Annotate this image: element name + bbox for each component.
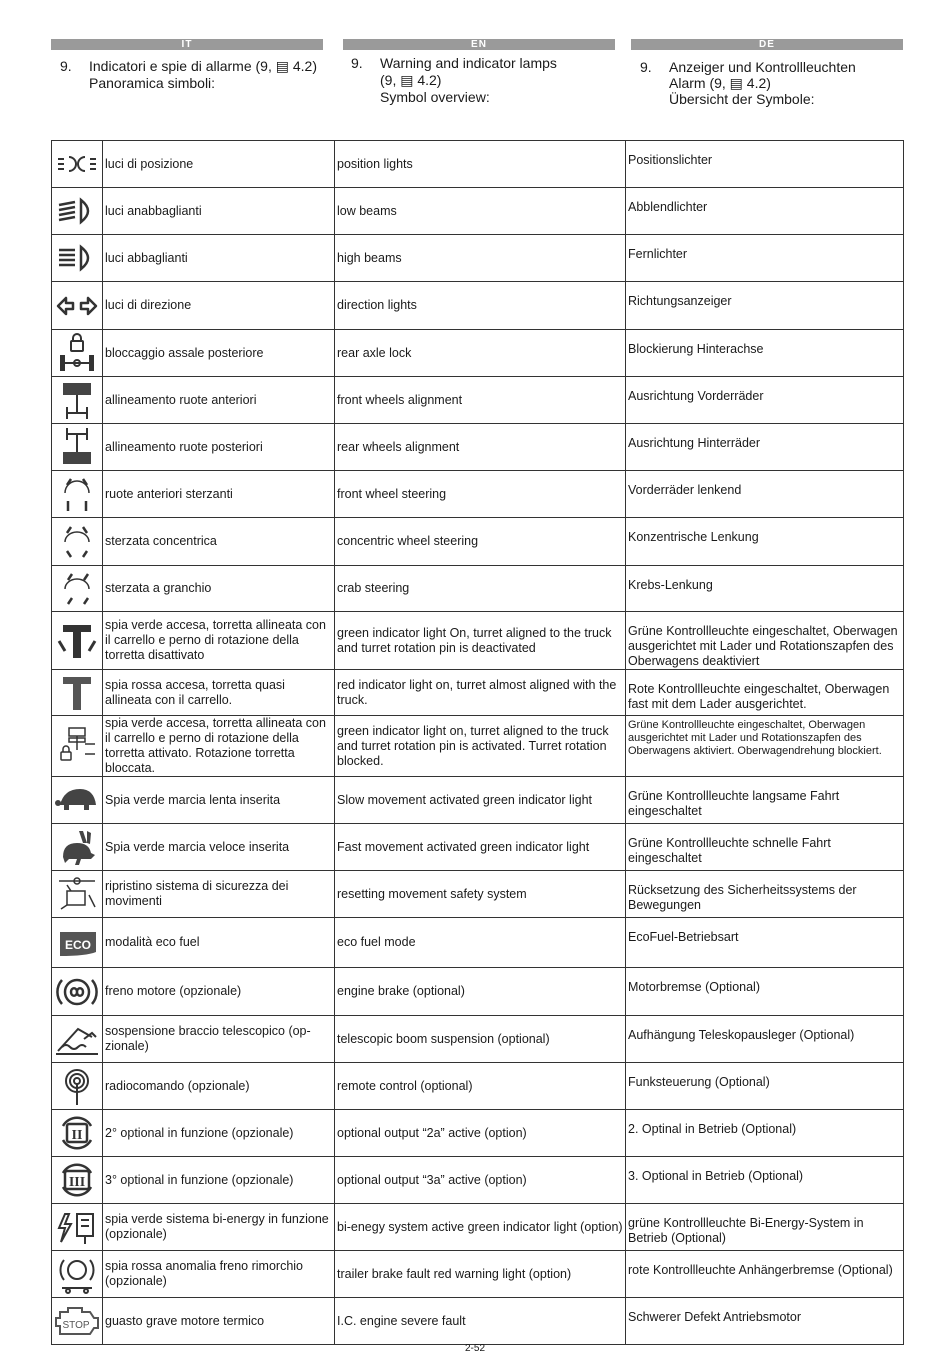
heading-number: 9. (60, 58, 72, 74)
cell-de: Richtungsanzeiger (626, 282, 904, 330)
table-row (52, 1157, 904, 1204)
cell-it: spia rossa accesa, torretta quasi allineata con il carrello. (103, 670, 335, 716)
table-row (52, 1016, 904, 1063)
cell-en: optional output “2a” active (option) (335, 1110, 626, 1157)
cell-de: Schwerer Defekt Antriebsmotor (626, 1298, 904, 1345)
position-lights-icon (52, 141, 103, 188)
cell-de: Blockierung Hinterachse (626, 330, 904, 377)
rabbit-icon (52, 824, 103, 871)
heading-line: Symbol overview: (380, 89, 490, 105)
table-row (52, 1204, 904, 1251)
cell-en: green indicator light on, turret aligned to the truck and turret rotation pin is activated. Turret rotation blocked. (335, 716, 626, 777)
table-row (52, 1298, 904, 1345)
trailer-brake-fault-icon (52, 1251, 103, 1298)
lang-bar-de: DE (631, 39, 903, 50)
cell-de: Ausrichtung Vorderräder (626, 377, 904, 424)
turret-aligned-pin-off-icon (52, 612, 103, 670)
heading-line: Indicatori e spie di allarme (9, ▤ 4.2) (89, 58, 317, 74)
cell-it: 2° optional in funzione (opzionale) (103, 1110, 335, 1157)
cell-de: Grüne Kontrollleuchte langsame Fahrt eingeschaltet (626, 777, 904, 824)
cell-de: rote Kontrollleuchte Anhängerbremse (Optional) (626, 1251, 904, 1298)
table-row (52, 871, 904, 918)
cell-it: luci abbaglianti (103, 235, 335, 282)
heading-line: Alarm (9, ▤ 4.2) (669, 75, 771, 91)
lang-bar-en: EN (343, 39, 615, 50)
cell-it: guasto grave motore termico (103, 1298, 335, 1345)
cell-en: resetting movement safety system (335, 871, 626, 918)
cell-de: Motorbremse (Optional) (626, 968, 904, 1016)
table-row (52, 188, 904, 235)
cell-it: allineamento ruote posteriori (103, 424, 335, 471)
cell-it: allineamento ruote anteriori (103, 377, 335, 424)
heading-number: 9. (351, 55, 363, 71)
table-row (52, 424, 904, 471)
cell-en: high beams (335, 235, 626, 282)
heading-line: Panoramica simboli: (89, 75, 216, 91)
table-row (52, 377, 904, 424)
table-row (52, 824, 904, 871)
rear-axle-lock-icon (52, 330, 103, 377)
symbol-table (51, 140, 904, 1345)
direction-lights-icon (52, 282, 103, 330)
cell-de: Grüne Kontrollleuchte eingeschaltet, Oberwagen ausgerichtet mit Lader und Rotationszapfen des Oberwagens deaktiviert (626, 612, 904, 670)
cell-de: Krebs-Lenkung (626, 566, 904, 612)
table-row (52, 235, 904, 282)
table-row (52, 1063, 904, 1110)
cell-en: Fast movement activated green indicator light (335, 824, 626, 871)
cell-it: spia rossa anomalia freno rimorchio (opzionale) (103, 1251, 335, 1298)
turtle-icon (52, 777, 103, 824)
cell-de: Konzentrische Lenkung (626, 518, 904, 566)
cell-en: I.C. engine severe fault (335, 1298, 626, 1345)
engine-stop-icon (52, 1298, 103, 1345)
cell-en: position lights (335, 141, 626, 188)
cell-it: luci di posizione (103, 141, 335, 188)
cell-de: Funksteuerung (Optional) (626, 1063, 904, 1110)
cell-en: red indicator light on, turret almost aligned with the truck. (335, 670, 626, 716)
cell-it: sterzata a granchio (103, 566, 335, 612)
heading-line: Warning and indicator lamps (380, 55, 557, 71)
cell-en: bi-enegy system active green indicator light (option) (335, 1204, 626, 1251)
optional-badge-text: II (71, 1128, 83, 1143)
table-row (52, 471, 904, 518)
lang-bar-it: IT (51, 39, 323, 50)
cell-de: Aufhängung Teleskopausleger (Optional) (626, 1016, 904, 1063)
table-row (52, 282, 904, 330)
table-row (52, 141, 904, 188)
cell-de: Vorderräder lenkend (626, 471, 904, 518)
table-row (52, 918, 904, 968)
cell-it: 3° optional in funzione (opzionale) (103, 1157, 335, 1204)
cell-it: luci anabbaglianti (103, 188, 335, 235)
cell-de: EcoFuel-Betriebsart (626, 918, 904, 968)
table-row (52, 777, 904, 824)
cell-it: spia verde sistema bi-energy in funzione (opzionale) (103, 1204, 335, 1251)
cell-de: Abblendlichter (626, 188, 904, 235)
page-number: 2-52 (464, 1343, 485, 1354)
cell-it: spia verde accesa, torretta allineata con il carrello e perno di rotazione della torretta attivato. Rotazione torretta bloccata. (103, 716, 335, 777)
table-row (52, 670, 904, 716)
cell-it: luci di direzione (103, 282, 335, 330)
cell-en: trailer brake fault red warning light (option) (335, 1251, 626, 1298)
remote-control-icon (52, 1063, 103, 1110)
cell-de: Grüne Kontrollleuchte schnelle Fahrt eingeschaltet (626, 824, 904, 871)
bi-energy-icon (52, 1204, 103, 1251)
concentric-steering-icon (52, 518, 103, 566)
cell-en: green indicator light On, turret aligned to the truck and turret rotation pin is deactivated (335, 612, 626, 670)
table-row (52, 1110, 904, 1157)
optional-3-icon (52, 1157, 103, 1204)
heading-number: 9. (640, 59, 652, 75)
table-row (52, 612, 904, 670)
cell-en: Slow movement activated green indicator light (335, 777, 626, 824)
engine-brake-icon (52, 968, 103, 1016)
optional-2-icon (52, 1110, 103, 1157)
cell-de: 3. Optional in Betrieb (Optional) (626, 1157, 904, 1204)
stop-badge-text: STOP (62, 1320, 90, 1331)
table-row (52, 716, 904, 777)
table-row (52, 968, 904, 1016)
front-wheel-steering-icon (52, 471, 103, 518)
cell-de: Positionslichter (626, 141, 904, 188)
cell-it: Spia verde marcia lenta inserita (103, 777, 335, 824)
cell-en: eco fuel mode (335, 918, 626, 968)
table-row (52, 1251, 904, 1298)
cell-de: 2. Optinal in Betrieb (Optional) (626, 1110, 904, 1157)
cell-it: modalità eco fuel (103, 918, 335, 968)
cell-en: remote control (optional) (335, 1063, 626, 1110)
cell-en: concentric wheel steering (335, 518, 626, 566)
cell-it: ripristino sistema di sicurezza dei movimenti (103, 871, 335, 918)
heading-line: Übersicht der Symbole: (669, 91, 815, 107)
cell-en: front wheel steering (335, 471, 626, 518)
front-wheels-alignment-icon (52, 377, 103, 424)
cell-de: Grüne Kontrollleuchte eingeschaltet, Oberwagen ausgerichtet mit Lader und Rotationszapfen des Oberwagens aktiviert. Oberwagendrehung blockiert. (626, 716, 904, 777)
cell-de: Fernlichter (626, 235, 904, 282)
cell-en: front wheels alignment (335, 377, 626, 424)
heading-line: (9, ▤ 4.2) (380, 72, 442, 88)
cell-de: grüne Kontrollleuchte Bi-Energy-System in Betrieb (Optional) (626, 1204, 904, 1251)
cell-en: crab steering (335, 566, 626, 612)
boom-suspension-icon (52, 1016, 103, 1063)
cell-en: low beams (335, 188, 626, 235)
table-row (52, 518, 904, 566)
table-row (52, 566, 904, 612)
cell-en: direction lights (335, 282, 626, 330)
high-beam-icon (52, 235, 103, 282)
safety-reset-icon (52, 871, 103, 918)
heading-line: Anzeiger und Kontrollleuchten (669, 59, 856, 75)
optional-badge-text: III (68, 1175, 86, 1190)
cell-it: freno motore (opzionale) (103, 968, 335, 1016)
turret-pin-locked-icon (52, 716, 103, 777)
low-beam-icon (52, 188, 103, 235)
cell-de: Rote Kontrollleuchte eingeschaltet, Oberwagen fast mit dem Lader ausgerichtet. (626, 670, 904, 716)
cell-en: rear axle lock (335, 330, 626, 377)
turret-almost-aligned-icon (52, 670, 103, 716)
cell-it: bloccaggio assale posteriore (103, 330, 335, 377)
cell-de: Rücksetzung des Sicherheitssystems der Bewegungen (626, 871, 904, 918)
cell-en: optional output “3a” active (option) (335, 1157, 626, 1204)
eco-badge-text: ECO (64, 937, 92, 952)
cell-it: Spia verde marcia veloce inserita (103, 824, 335, 871)
cell-it: ruote anteriori sterzanti (103, 471, 335, 518)
rear-wheels-alignment-icon (52, 424, 103, 471)
cell-en: rear wheels alignment (335, 424, 626, 471)
eco-icon (52, 918, 103, 968)
cell-en: engine brake (optional) (335, 968, 626, 1016)
table-row (52, 330, 904, 377)
crab-steering-icon (52, 566, 103, 612)
cell-it: spia verde accesa, torretta allineata con il carrello e perno di rotazione della torretta disattivato (103, 612, 335, 670)
cell-it: sospensione braccio telescopico (op-zionale) (103, 1016, 335, 1063)
cell-en: telescopic boom suspension (optional) (335, 1016, 626, 1063)
cell-it: radiocomando (opzionale) (103, 1063, 335, 1110)
cell-de: Ausrichtung Hinterräder (626, 424, 904, 471)
cell-it: sterzata concentrica (103, 518, 335, 566)
